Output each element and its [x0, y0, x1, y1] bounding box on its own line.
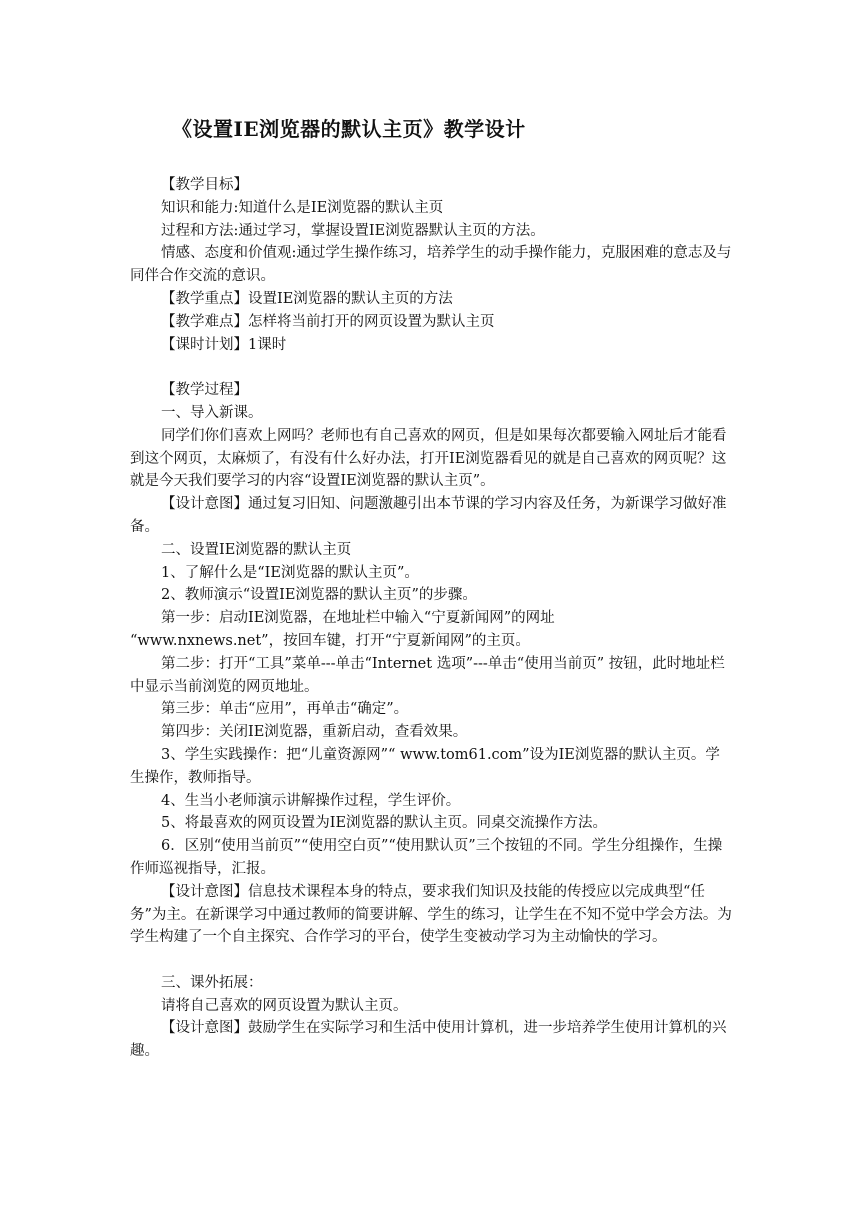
student-demo: 4、生当小老师演示讲解操作过程，学生评价。 — [161, 792, 461, 809]
heading-schedule: 【课时计划】1课时 — [161, 336, 287, 353]
step-one-line1: 第一步：启动IE浏览器，在地址栏中输入“宁夏新闻网”的网址 — [161, 610, 555, 627]
paragraph-emotion: 情感、态度和价值观:通过学生操作练习，培养学生的动手操作能力，克服困难的意志及与同伴合作交流的意识。 — [130, 245, 732, 285]
section-intro-heading: 一、导入新课。 — [161, 404, 263, 421]
step-demo: 2、教师演示“设置IE浏览器的默认主页”的步骤。 — [161, 587, 477, 604]
paragraph-process: 过程和方法:通过学习，掌握设置IE浏览器默认主页的方法。 — [161, 222, 545, 239]
compare-buttons: 6．区别“使用当前页”“使用空白页”“使用默认页”三个按钮的不同。学生分组操作，生操作师巡视指导，汇报。 — [130, 838, 723, 877]
practice: 3、学生实践操作：把“儿童资源网”“ www.tom61.com”设为IE浏览器的默认主页。学生操作，教师指导。 — [130, 746, 720, 786]
heading-process: 【教学过程】 — [161, 382, 248, 399]
section-setting-heading: 二、设置IE浏览器的默认主页 — [161, 541, 352, 558]
paragraph-intro: 同学们你们喜欢上网吗？老师也有自己喜欢的网页，但是如果每次都要输入网址后才能看到这个网页，太麻烦了，有没有什么好办法，打开IE浏览器看见的就是自己喜欢的网页呢？这就是今天我们要学习的内容“设置IE浏览器的默认主页”。 — [130, 427, 727, 490]
paragraph-design-intent-2: 【设计意图】信息技术课程本身的特点，要求我们知识及技能的传授应以完成典型“任务”为主。在新课学习中通过教师的简要讲解、学生的练习，让学生在不知不觉中学会方法。为学生构建了一个自主探究、合作学习的平台，使学生变被动学习为主动愉快的学习。 — [130, 883, 732, 946]
heading-difficulty: 【教学难点】怎样将当前打开的网页设置为默认主页 — [161, 313, 495, 330]
paragraph-design-intent-1: 【设计意图】通过复习旧知、问题激趣引出本节课的学习内容及任务，为新课学习做好准备。 — [130, 496, 727, 535]
heading-key-point: 【教学重点】设置IE浏览器的默认主页的方法 — [161, 290, 453, 307]
step-understand: 1、了解什么是“IE浏览器的默认主页”。 — [161, 564, 419, 581]
step-one-line2: “www.nxnews.net”，按回车键，打开“宁夏新闻网”的主页。 — [130, 632, 530, 649]
paragraph-knowledge: 知识和能力:知道什么是IE浏览器的默认主页 — [161, 199, 444, 216]
document-title: 《设置IE浏览器的默认主页》教学设计 — [172, 117, 526, 141]
step-three: 第三步：单击“应用”，再单击“确定”。 — [161, 701, 409, 718]
extension-task: 请将自己喜欢的网页设置为默认主页。 — [161, 997, 408, 1014]
heading-objectives: 【教学目标】 — [161, 177, 248, 193]
section-extension-heading: 三、课外拓展： — [161, 974, 263, 991]
step-four: 第四步：关闭IE浏览器，重新启动，查看效果。 — [161, 724, 468, 741]
document-body — [130, 174, 732, 1063]
blank-line — [130, 356, 732, 379]
set-favorite: 5、将最喜欢的网页设置为IE浏览器的默认主页。同桌交流操作方法。 — [161, 815, 608, 832]
blank-line — [130, 949, 732, 972]
paragraph-design-intent-3: 【设计意图】鼓励学生在实际学习和生活中使用计算机，进一步培养学生使用计算机的兴趣。 — [130, 1020, 727, 1060]
step-two: 第二步：打开“工具”菜单---单击“Internet 选项”---单击“使用当前页” 按钮，此时地址栏中显示当前浏览的网页地址。 — [130, 655, 725, 695]
